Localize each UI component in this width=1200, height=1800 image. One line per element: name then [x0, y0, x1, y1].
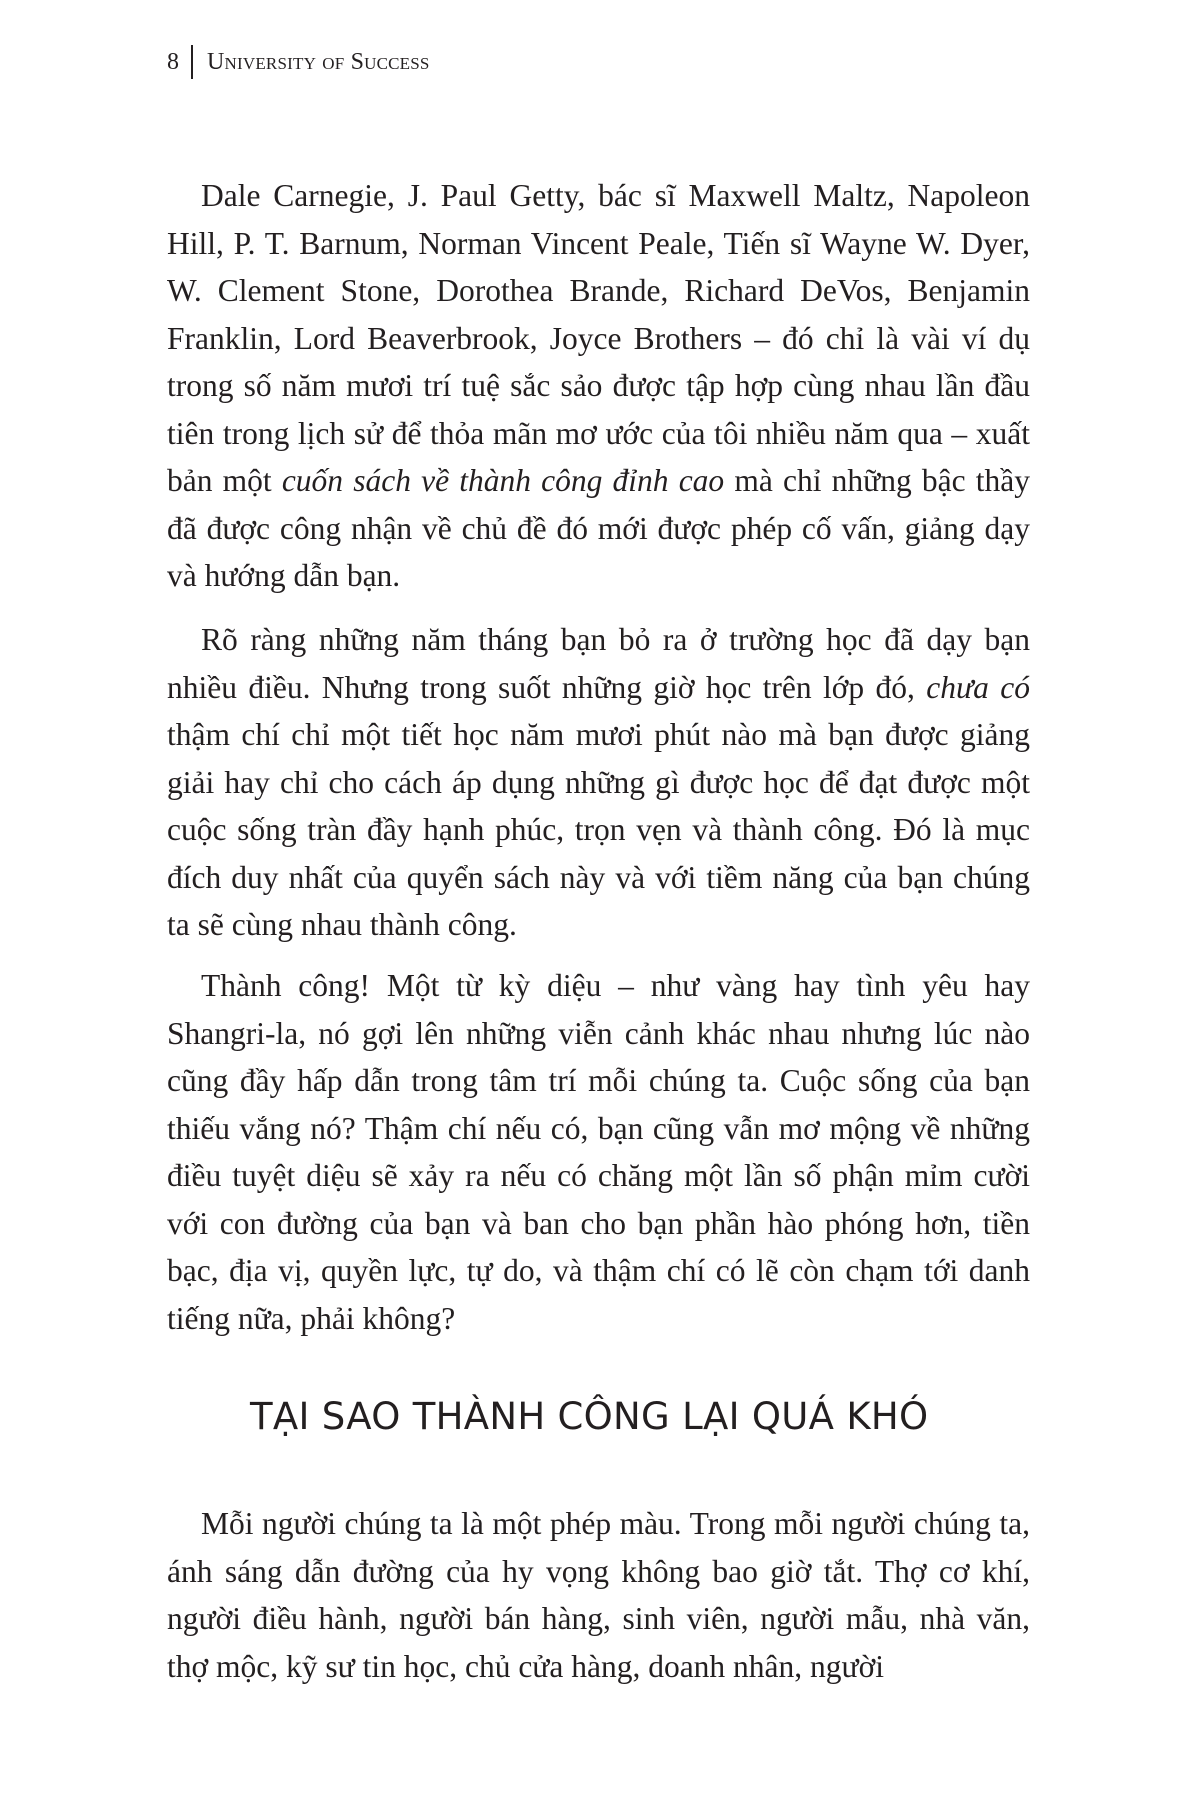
section-paragraph: [167, 1500, 1030, 1690]
paragraph-2: [167, 616, 1030, 949]
paragraph-text-part: mà chỉ những bậc thầy đã được công nhận về chủ đề đó mới được phép cố vấn, giảng dạy và hướng dẫn bạn.: [167, 463, 1030, 593]
paragraph-3: [167, 962, 1030, 1342]
page-number: 8: [167, 48, 179, 75]
book-title: University of Success: [207, 48, 430, 75]
header-divider: [191, 45, 193, 79]
emphasized-phrase: cuốn sách về thành công đỉnh cao: [281, 463, 725, 498]
paragraph-text-part: Rõ ràng những năm tháng bạn bỏ ra ở trường học đã dạy bạn nhiều điều. Nhưng trong suốt những giờ học trên lớp đó,: [167, 622, 1030, 705]
paragraph-text: Mỗi người chúng ta là một phép màu. Trong mỗi người chúng ta, ánh sáng dẫn đường của hy vọng không bao giờ tắt. Thợ cơ khí, người điều hành, người bán hàng, sinh viên, người mẫu, nhà văn, thợ mộc, kỹ sư tin học, chủ cửa hàng, doanh nhân, người: [167, 1506, 1030, 1684]
paragraph-text-part: Dale Carnegie, J. Paul Getty, bác sĩ Maxwell Maltz, Napoleon Hill, P. T. Barnum, Norman Vincent Peale, Tiến sĩ Wayne W. Dyer, W. Clement Stone, Dorothea Brande, Richard DeVos, Benjamin Franklin, Lord Beaverbrook, Joyce Brothers – đó chỉ là vài ví dụ trong số năm mươi trí tuệ sắc sảo được tập hợp cùng nhau lần đầu tiên trong lịch sử để thỏa mãn mơ ước của tôi nhiều năm qua – xuất bản một: [167, 178, 1030, 498]
emphasized-phrase: chưa có: [926, 669, 1030, 705]
paragraph-text-part: thậm chí chỉ một tiết học năm mươi phút nào mà bạn được giảng giải hay chỉ cho cách áp dụng những gì được học để đạt được một cuộc sống tràn đầy hạnh phúc, trọn vẹn và thành công. Đó là mục đích duy nhất của quyển sách này và với tiềm năng của bạn chúng ta sẽ cùng nhau thành công.: [167, 717, 1030, 942]
paragraph-text: [167, 172, 1030, 600]
running-header: [167, 44, 430, 80]
paragraph-text: Thành công! Một từ kỳ diệu – như vàng hay tình yêu hay Shangri-la, nó gợi lên những viễn cảnh khác nhau nhưng lúc nào cũng đầy hấp dẫn trong tâm trí mỗi chúng ta. Cuộc sống của bạn thiếu vắng nó? Thậm chí nếu có, bạn cũng vẫn mơ mộng về những điều tuyệt diệu sẽ xảy ra nếu có chăng một lần số phận mỉm cười với con đường của bạn và ban cho bạn phần hào phóng hơn, tiền bạc, địa vị, quyền lực, tự do, và thậm chí có lẽ còn chạm tới danh tiếng nữa, phải không?: [167, 968, 1030, 1336]
section-heading: TẠI SAO THÀNH CÔNG LẠI QUÁ KHÓ: [250, 1395, 929, 1438]
paragraph-1: [167, 172, 1030, 600]
paragraph-text: [167, 616, 1030, 949]
